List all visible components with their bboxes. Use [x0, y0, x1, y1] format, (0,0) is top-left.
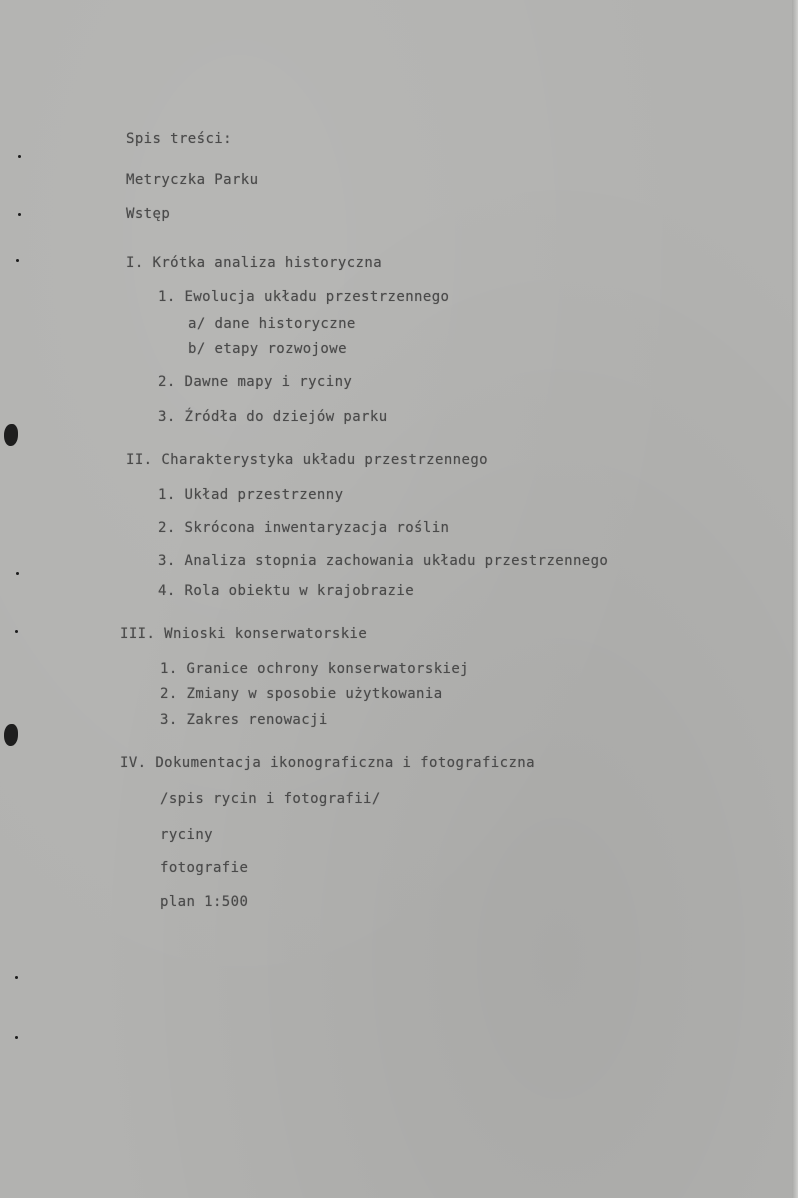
- toc-item: 1. Ewolucja układu przestrzennego: [158, 289, 450, 305]
- section-title-3: III. Wnioski konserwatorskie: [120, 626, 368, 642]
- punch-hole: [4, 424, 18, 446]
- toc-item: 1. Układ przestrzenny: [158, 487, 344, 503]
- punch-mark: [18, 213, 21, 216]
- toc-item: 3. Źródła do dziejów parku: [158, 409, 388, 425]
- section-title-1: I. Krótka analiza historyczna: [126, 255, 383, 271]
- toc-subitem: b/ etapy rozwojowe: [188, 341, 347, 357]
- punch-mark: [15, 630, 18, 633]
- section-title-4: IV. Dokumentacja ikonograficzna i fotograficzna: [120, 755, 535, 771]
- punch-mark: [15, 976, 18, 979]
- toc-item: 1. Granice ochrony konserwatorskiej: [160, 661, 470, 677]
- punch-mark: [16, 259, 19, 262]
- toc-subitem: a/ dane historyczne: [188, 316, 356, 332]
- paper-edge: [792, 0, 798, 1198]
- toc-item: 2. Skrócona inwentaryzacja roślin: [158, 520, 450, 536]
- toc-entry-wstep: Wstęp: [126, 206, 171, 222]
- toc-item: 3. Zakres renowacji: [160, 712, 328, 728]
- toc-entry-metryczka: Metryczka Parku: [126, 172, 259, 188]
- punch-mark: [15, 1036, 18, 1039]
- toc-item: 3. Analiza stopnia zachowania układu przestrzennego: [158, 553, 609, 569]
- toc-heading: Spis treści:: [126, 131, 232, 147]
- punch-mark: [16, 572, 19, 575]
- toc-item: /spis rycin i fotografii/: [160, 791, 381, 807]
- toc-item: 2. Dawne mapy i ryciny: [158, 374, 353, 390]
- punch-mark: [18, 155, 21, 158]
- section-title-2: II. Charakterystyka układu przestrzennego: [126, 452, 488, 468]
- toc-item: 2. Zmiany w sposobie użytkowania: [160, 686, 443, 702]
- toc-item: ryciny: [160, 827, 213, 843]
- toc-item: 4. Rola obiektu w krajobrazie: [158, 583, 415, 599]
- toc-item: fotografie: [160, 860, 249, 876]
- toc-item: plan 1:500: [160, 894, 249, 910]
- punch-hole: [4, 724, 18, 746]
